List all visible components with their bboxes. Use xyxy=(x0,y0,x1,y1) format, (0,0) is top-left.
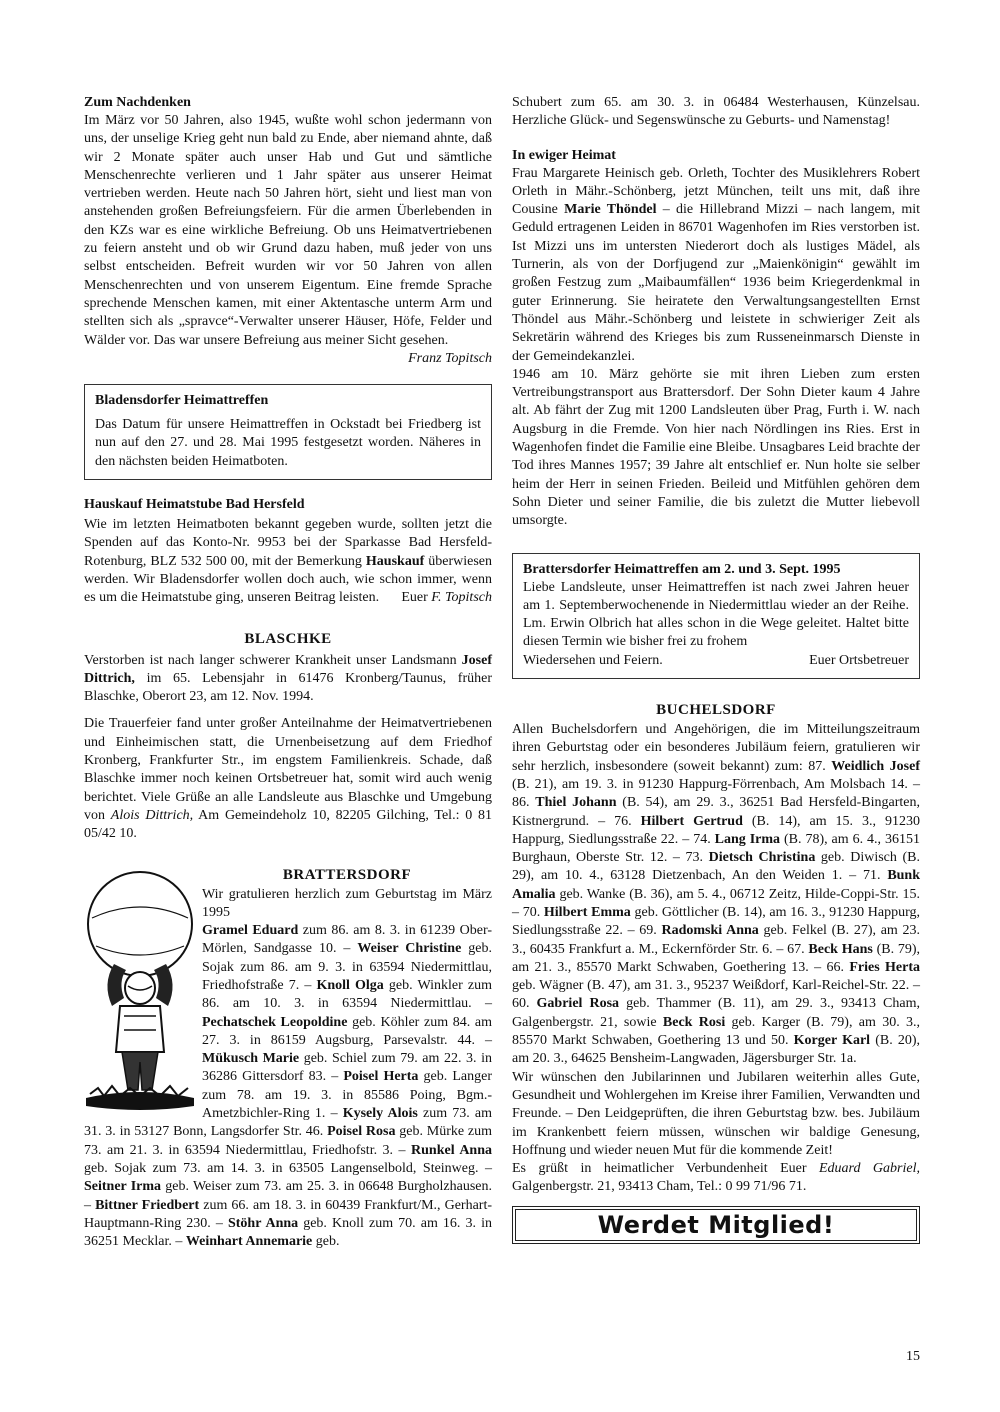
section-hauskauf xyxy=(84,496,492,607)
birthday-details: geb. Sojak zum 73. am 14. 3. in 63505 Langenselbold, Steinweg. – xyxy=(84,1160,492,1176)
birthday-details: geb. Winkler zum 86. am 10. 3. in 63594 Niedermittlau. – xyxy=(202,977,493,1012)
person-name: Runkel Anna xyxy=(411,1142,492,1158)
birthday-details: geb. Sojak zum 86. am 9. 3. in 63594 Niedermittlau, Friedhofstraße 7. – xyxy=(202,941,492,993)
atlas-figure-illustration xyxy=(84,866,196,1118)
birthday-details: geb. Felkel (B. 27), am 23. 3., 60435 Frankfurt a. M., Eckernförder Str. 6. – xyxy=(512,923,921,957)
person-name: Weiser Christine xyxy=(357,941,462,957)
person-name: Knoll Olga xyxy=(316,977,384,993)
person-name: Weidlich Josef xyxy=(831,758,920,774)
box-last-line: Wiedersehen und Feiern. Euer Ortsbetreuer xyxy=(523,652,909,670)
birthday-age: 87. xyxy=(808,758,832,774)
box-title: Brattersdorfer Heimattreffen am 2. und 3. Sept. 1995 xyxy=(523,561,841,577)
birthday-details: (B. 14), am 15. 3., 91230 Happurg, Siedlungsstraße 22. – xyxy=(512,813,921,847)
person-name: Gramel Eduard xyxy=(202,923,299,939)
brattersdorf-meeting-box xyxy=(512,553,920,679)
birthday-details: geb. Diwisch (B. 29), am 10. 4., 63128 Dietzenbach, An den Weiden 1. – xyxy=(512,850,920,884)
birthday-details: (B. 21), am 19. 3. in 91230 Happurg-Förrenbach, Am Molsbach 14. – xyxy=(512,776,920,792)
person-name: Korger Karl xyxy=(793,1033,871,1049)
obituary-paragraph: Frau Margarete Heinisch geb. Orleth, Tochter des Musiklehrers Robert Orleth in Mähr.-Schönberg, jetzt München, teilt uns mit, daß ihre Cousine Marie Thöndel – die Hillebrand Mizzi – nach langem, mit Geduld ertragenen Leiden in 86701 Wagenhofen im Ries verstorben ist. Ist Mizzi uns im untersten Niederort doch als lustiges Mädel, als Turnerin, als von der Dorfjugend zur „Maienkönigin“ gewählt im großen Festzug zum „Maibaumfällen“ 1936 beim Kriegerdenkmal in guter Erinnerung. Sie heiratete den Verwaltungsangestellten Ernst Thöndel aus Mähr.-Schönberg und leistete in schwieriger Zeit als Sekretärin während des Krieges bis zum Russeneinmarsch Dienste in der Gemeindekanzlei. xyxy=(512,165,921,364)
text-part: überwiesen werden. Wir Bladensdorfer wollen doch auch, wie schon immer, wenn es um die Heimatstube ging, unseren Beitrag leisten. xyxy=(84,553,492,606)
person-name: Bittner Friedbert xyxy=(95,1197,200,1213)
person-name: Radomski Anna xyxy=(661,923,759,939)
section-zum-nachdenken xyxy=(84,94,492,368)
birthday-details: geb. Mürke zum 73. am 21. 3. in 63594 Niedermittlau, Friedhofstr. 3. – xyxy=(84,1124,492,1158)
birthday-age: 70. xyxy=(522,904,544,920)
birthday-details: zum 66. am 18. 3. in 60439 Frankfurt/M., Gerhart-Hauptmann-Ring 230. – xyxy=(84,1197,493,1231)
bold-keyword: Hauskauf xyxy=(365,553,425,569)
birthday-details: geb. Wägner (B. 47), am 31. 3., 95237 Weißdorf, Karl-Reichel-Str. 22. – xyxy=(512,978,920,994)
membership-banner xyxy=(512,1206,920,1244)
author-signature: Franz Topitsch xyxy=(408,350,492,366)
section-title: BRATTERSDORF xyxy=(282,866,412,883)
section-title: BUCHELSDORF xyxy=(656,702,776,719)
section-title: In ewiger Heimat xyxy=(512,147,616,163)
bladensdorf-notice-box xyxy=(84,384,492,480)
person-name: Hilbert Emma xyxy=(543,904,631,920)
birthday-details: geb. xyxy=(312,1234,340,1250)
person-name: Thiel Johann xyxy=(535,795,617,811)
person-name: Alois Dittrich, xyxy=(110,807,194,823)
section-blaschke xyxy=(84,630,492,844)
right-column xyxy=(512,94,920,1244)
box-body: Liebe Landsleute, unser Heimattreffen ist nach zwei Jahren heuer am 1. Septemberwochenende in Niedermittlau wieder an der Reihe. Lm. Erwin Olbrich hat alles schon in die Wege geleitet. Haltet bitte diesen Termin wie bisher frei zu frohem xyxy=(523,579,909,650)
author-signature: Euer F. Topitsch xyxy=(401,590,492,606)
person-name: Weinhart Annemarie xyxy=(185,1234,313,1250)
box-title: Bladensdorfer Heimattreffen xyxy=(95,393,269,409)
section-brattersdorf xyxy=(84,866,492,1252)
birthday-details: zum 86. am 8. 3. in 61239 Ober-Mörlen, Sandgasse 10. – xyxy=(202,923,493,957)
section-in-ewiger-heimat xyxy=(512,147,920,531)
person-name: Gabriel Rosa xyxy=(536,996,620,1012)
person-name: Eduard Gabriel, xyxy=(818,1161,920,1177)
wishes-paragraph: Wir wünschen den Jubilarinnen und Jubilaren weiterhin alles Gute, Gesundheit und Wohlergehen im Kreise ihrer Familien, Verwandten und Freunde. – Den Leidgeprüften, die ihren Geburtstag bzw. bes. Jubiläum im Krankenbett feiern müssen, wünschen wir baldige Genesung, Hoffnung und wieder neuen Mut für die kommende Zeit! xyxy=(512,1069,920,1158)
birthday-age: 86. xyxy=(512,795,536,811)
box-signature: Euer Ortsbetreuer xyxy=(809,652,909,668)
birthday-details: (B. 54), am 29. 3., 36251 Bad Hersfeld-Bingarten, Kistnergrund. – xyxy=(512,795,921,829)
page-number: 15 xyxy=(906,1349,920,1364)
birthday-intro: Allen Buchelsdorfern und Angehörigen, die im Mitteilungszeitraum ihren Geburtstag oder ein besonderes Jubiläum feiern, gratulieren wir sehr herzlich, insbesondere (soweit bekannt) zum: xyxy=(512,722,920,774)
person-name: Bunk Amalia xyxy=(512,868,921,902)
birthday-details: geb. Karger (B. 79), am 30. 3., 85570 Markt Schwaben, Goethering 13 und 50. xyxy=(512,1014,921,1049)
section-title: Zum Nachdenken xyxy=(84,95,191,110)
box-body: Das Datum für unsere Heimattreffen in Ockstadt bei Friedberg ist nun auf den 27. und 28. Mai 1995 festgesetzt worden. Näheres in den nächsten beiden Heimatboten. xyxy=(95,417,481,469)
obituary-paragraph: Verstorben ist nach langer schwerer Krankheit unser Landsmann Josef Dittrich, im 65. Lebensjahr in 61476 Kronberg/Taunus, früher Blaschke, Oberort 23, am 12. Nov. 1994. xyxy=(84,652,492,705)
birthday-age: 76. xyxy=(614,813,641,829)
birthday-details: (B. 79), am 21. 3., 85570 Markt Schwaben, Goethering 13. – xyxy=(512,941,920,975)
person-name: Pechatschek Leopoldine xyxy=(202,1014,348,1030)
person-name: Poisel Herta xyxy=(343,1069,419,1085)
birthday-details: geb. Langer zum 78. am 19. 3. in 85586 Poing, Bgm.-Ametzbichler-Ring 1. – xyxy=(202,1069,492,1122)
person-name: Stöhr Anna xyxy=(227,1215,299,1231)
text-part: Wie im letzten Heimatboten bekannt gegeben wurde, sollten jetzt die Spenden auf das Konto-Nr. 9953 bei der Sparkasse Bad Hersfeld-Rotenburg, BLZ 532 500 00, mit der Bemerkung xyxy=(84,517,492,569)
person-name: Fries Herta xyxy=(849,959,921,975)
funeral-paragraph: Die Trauerfeier fand unter großer Anteilnahme der Heimatvertriebenen und Einheimischen statt, die Urnenbeisetzung auf dem Friedhof Kronberg, Frankfurter Str., im engstem Familienkreis. Schade, daß Blaschke immer noch keinen Ortsbetreuer hat, somit wird auch wenig berichtet. Viele Grüße an alle Landsleute aus Blaschke und Umgebung von Alois Dittrich, Am Gemeindeholz 10, 82205 Gilching, Tel.: 0 81 05/42 10. xyxy=(84,716,493,842)
obituary-paragraph: 1946 am 10. März gehörte sie mit ihren Lieben zum ersten Vertreibungstransport aus Brattersdorf. Der Sohn Dieter kaum 4 Jahre alt. Ab fährt der Zug mit 1200 Landsleuten über Prag, Furth i. W. nach Augsburg in die Fremde. Von hier nach Nördlingen ins Ries. Erst in Wagenhofen findet die Familie eine Bleibe. Unsagbares Leid brachte der Tod ihres Mannes 1957; 39 Jahre alt entschlief er. Nun holte sie selber heim der Herr in seinen Frieden. Beileid und Mitfühlen gehören dem Sohn Dieter und seiner Familie, die bis zuletzt die Mutter liebevoll umsorgte. xyxy=(512,366,920,529)
person-name: Beck Rosi xyxy=(662,1014,726,1030)
birthday-age: 60. xyxy=(512,996,537,1012)
person-name: Marie Thöndel xyxy=(564,202,657,218)
section-title: Hauskauf Heimatstube Bad Hersfeld xyxy=(84,497,305,513)
person-name: Mükusch Marie xyxy=(202,1051,300,1067)
section-buchelsdorf xyxy=(512,701,920,1197)
section-title: BLASCHKE xyxy=(244,630,332,647)
person-name: Beck Hans xyxy=(808,941,873,957)
birthday-details: geb. Schiel zum 79. am 22. 3. in 36286 Gittersdorf 83. – xyxy=(202,1051,492,1085)
birthday-details: geb. Köhler zum 84. am 27. 3. in 86159 Augsburg, Parsevalstr. 44. – xyxy=(202,1014,493,1048)
birthday-list xyxy=(512,721,920,1069)
banner-text: Werdet Mitglied! xyxy=(515,1209,917,1241)
birthday-age: 66. xyxy=(826,959,850,975)
person-name: Seitner Irma xyxy=(84,1179,162,1195)
birthday-details: geb. Wanke (B. 36), am 5. 4., 06712 Zeitz, Hilde-Coppi-Str. 15. – xyxy=(512,886,920,920)
birthday-age: 73. xyxy=(685,850,709,866)
birthday-details: (B. 78), am 6. 4., 36151 Burghaun, Oberste Str. 12. – xyxy=(512,831,921,866)
birthday-details: geb. Göttlicher (B. 14), am 16. 3., 91230 Happurg, Siedlungsstraße 22. – xyxy=(512,904,921,939)
birthday-details: zum 73. am 31. 3. in 53127 Bonn, Langsdorfer Str. 46. xyxy=(84,1106,492,1140)
person-name: Dietsch Christina xyxy=(708,850,816,866)
person-name: Hilbert Gertrud xyxy=(640,813,743,829)
birthday-intro: Wir gratulieren herzlich zum Geburtstag im März 1995 xyxy=(202,886,492,920)
person-name: Kysely Alois xyxy=(342,1106,418,1122)
article-body xyxy=(84,516,492,607)
person-name: Josef Dittrich, xyxy=(84,652,492,686)
birthday-age: 69. xyxy=(639,923,662,939)
birthday-age: 74. xyxy=(693,831,715,847)
birthday-details: geb. Knoll zum 70. am 16. 3. in 36251 Mecklar. – xyxy=(84,1215,492,1250)
closing-greeting: Es grüßt in heimatlicher Verbundenheit Euer Eduard Gabriel, Galgenbergstr. 21, 93413 Cham, Tel.: 0 99 71/96 71. xyxy=(512,1161,920,1195)
left-column xyxy=(84,94,492,1251)
article-body: Im März vor 50 Jahren, also 1945, wußte wohl schon jedermann von uns, der unselige Krieg geht nun bald zu Ende, aber niemand ahnte, daß wir 2 Monate später auch unser Hab und Gut und sämtliche Menschenrechte verlieren und 1 Jahr später aus unserer Heimat vertrieben werden. Heute nach 50 Jahren hört, sieht und liest man von anstehenden großen Befreiungsfeiern. Für die armen Überlebenden in den KZs war es eine wirkliche Befreiung. Ob uns Heimatvertriebenen zu feiern ansteht und ob wir Grund dazu haben, muß jeder von uns selbst entscheiden. Befreit wurden wir vor 50 Jahren von allen Menschenrechten und von unserem Eigentum. Eine fremde Sprache sprechende Menschen kamen, mit einer Aktentasche unterm Arm und stellten sich als „spravce“-Verwalter unserer Häuser, Höfe, Felder und Wälder vor. Das war unsere Befreiung aus meiner Sicht gesehen. xyxy=(84,113,492,348)
birthday-details: geb. Weiser zum 73. am 25. 3. in 06648 Burgholzhausen. – xyxy=(84,1179,492,1213)
person-name: Lang Irma xyxy=(714,831,781,847)
birthday-details: (B. 20), am 20. 3., 64625 Bensheim-Langwaden, Jägersburger Str. 1a. xyxy=(512,1033,920,1067)
person-name: Poisel Rosa xyxy=(327,1124,396,1140)
continued-text: Schubert zum 65. am 30. 3. in 06484 Westerhausen, Künzelsau. Herzliche Glück- und Segenswünsche zu Geburts- und Namenstag! xyxy=(512,95,920,129)
birthday-details: geb. Thammer (B. 11), am 29. 3., 93413 Cham, Galgenbergstr. 21, sowie xyxy=(512,996,920,1030)
birthday-age: 67. xyxy=(787,941,809,957)
birthday-age: 71. xyxy=(862,868,888,884)
